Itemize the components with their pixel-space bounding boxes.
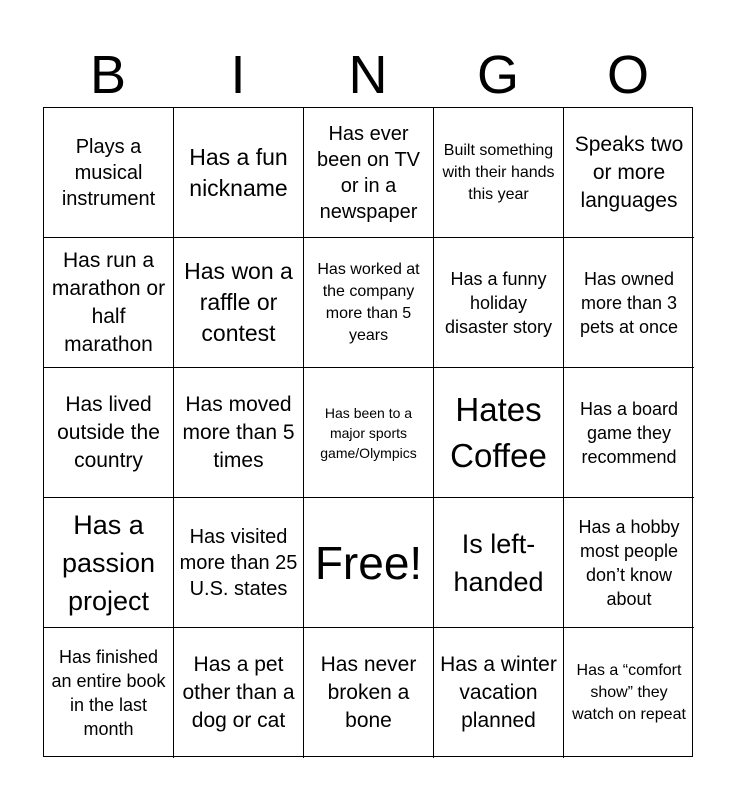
- bingo-cell-free[interactable]: [304, 498, 434, 628]
- header-letter-o: O: [606, 45, 649, 105]
- bingo-cell-r3c3[interactable]: [304, 368, 434, 498]
- bingo-grid: [43, 107, 693, 757]
- cell-text: Is left-handed: [453, 528, 544, 597]
- cell-text: Has a funny holiday disaster story: [444, 268, 553, 337]
- cell-text: Has never broken a bone: [320, 653, 417, 732]
- bingo-header: [43, 44, 693, 106]
- cell-text: Has a pet other than a dog or cat: [182, 653, 295, 732]
- bingo-cell-r2c3[interactable]: [304, 238, 434, 368]
- bingo-cell-r5c3[interactable]: [304, 628, 434, 758]
- bingo-cell-r3c5[interactable]: [564, 368, 694, 498]
- bingo-cell-r5c5[interactable]: [564, 628, 694, 758]
- bingo-cell-r4c5[interactable]: [564, 498, 694, 628]
- cell-text: Has owned more than 3 pets at once: [579, 268, 679, 337]
- cell-text: Has lived outside the country: [57, 392, 160, 472]
- bingo-cell-r2c4[interactable]: [434, 238, 564, 368]
- bingo-cell-r4c1[interactable]: [44, 498, 174, 628]
- header-letter-g: G: [476, 45, 519, 105]
- bingo-cell-r3c2[interactable]: [174, 368, 304, 498]
- header-letter-i: I: [230, 45, 246, 105]
- cell-text: Has a hobby most people don’t know about: [578, 516, 680, 609]
- cell-text: Has a winter vacation planned: [440, 653, 557, 732]
- cell-text: Has run a marathon or half marathon: [51, 248, 166, 356]
- bingo-cell-r3c1[interactable]: [44, 368, 174, 498]
- bingo-cell-r5c2[interactable]: [174, 628, 304, 758]
- cell-text: Built something with their hands this year: [442, 141, 555, 203]
- bingo-cell-r1c1[interactable]: [44, 108, 174, 238]
- header-letter-b: B: [89, 45, 127, 105]
- cell-text: Has a passion project: [61, 509, 156, 616]
- cell-text: Has been to a major sports game/Olympics: [320, 404, 417, 461]
- bingo-cell-r3c4[interactable]: [434, 368, 564, 498]
- bingo-cell-r5c1[interactable]: [44, 628, 174, 758]
- bingo-cell-r1c3[interactable]: [304, 108, 434, 238]
- cell-text: Hates Coffee: [450, 390, 547, 474]
- cell-text: Has a board game they recommend: [579, 398, 679, 467]
- cell-text: Plays a musical instrument: [61, 135, 156, 210]
- cell-text: Free!: [314, 536, 423, 589]
- bingo-cell-r2c2[interactable]: [174, 238, 304, 368]
- cell-text: Has a “comfort show” they watch on repeat: [572, 662, 686, 723]
- bingo-cell-r1c5[interactable]: [564, 108, 694, 238]
- bingo-cell-r2c1[interactable]: [44, 238, 174, 368]
- cell-text: Has moved more than 5 times: [182, 392, 295, 472]
- bingo-cell-r1c2[interactable]: [174, 108, 304, 238]
- cell-text: Has won a raffle or contest: [184, 258, 293, 346]
- bingo-cell-r2c5[interactable]: [564, 238, 694, 368]
- bingo-cell-r5c4[interactable]: [434, 628, 564, 758]
- cell-text: Has worked at the company more than 5 years: [317, 260, 420, 344]
- cell-text: Has finished an entire book in the last month: [51, 647, 166, 739]
- cell-text: Has visited more than 25 U.S. states: [179, 525, 298, 600]
- bingo-cell-r4c4[interactable]: [434, 498, 564, 628]
- cell-text: Speaks two or more languages: [574, 132, 684, 212]
- bingo-cell-r4c2[interactable]: [174, 498, 304, 628]
- cell-text: Has ever been on TV or in a newspaper: [316, 122, 421, 223]
- bingo-cell-r1c4[interactable]: [434, 108, 564, 238]
- header-letter-n: N: [348, 45, 388, 105]
- cell-text: Has a fun nickname: [189, 143, 288, 201]
